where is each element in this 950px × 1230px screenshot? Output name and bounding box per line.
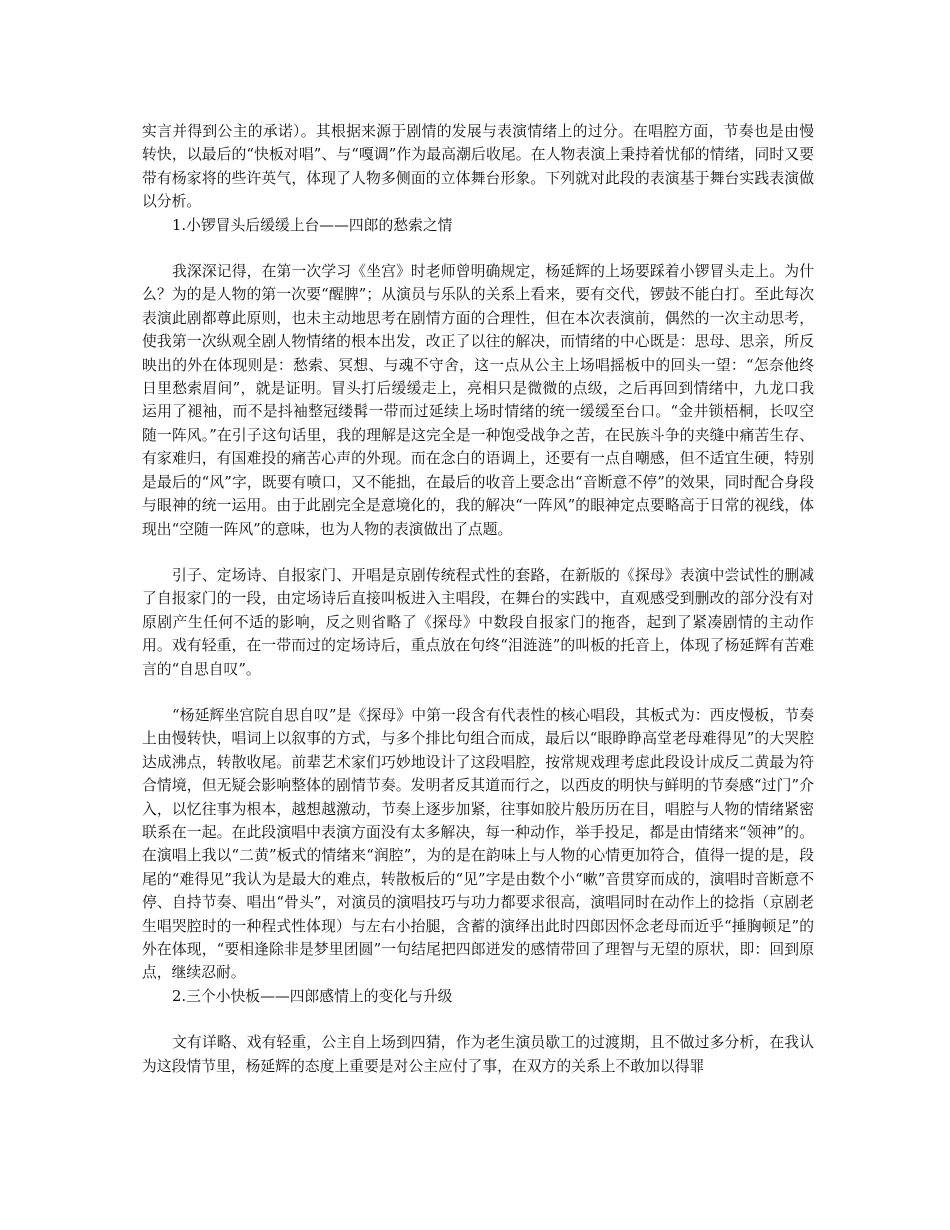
- section-heading-2: 2.三个小快板——四郎感情上的变化与升级: [172, 987, 453, 1005]
- paragraph-4: 文有详略、戏有轻重，公主自上场到四猜，作为老生演员歇工的过渡期，且不做过多分析，在我认为这段情节里，杨延辉的态度上重要是对公主应付了事，在双方的关系上不敢加以得罪: [142, 1034, 814, 1075]
- paragraph-3: “杨延辉坐宫院自思自叹”是《探母》中第一段含有代表性的核心唱段，其板式为：西皮慢板，节奏上由慢转快，唱词上以叙事的方式，与多个排比句组合而成，最后以“眼睁睁高堂老母难得见”的大哭腔达成沸点，转散收尾。前辈艺术家们巧妙地设计了这段唱腔，按常规戏理考虑此段设计成反二黄最为符合情境，但无疑会影响整体的剧情节奏。发明者反其道而行之，以西皮的明快与鲜明的节奏感“过门”介入，以忆往事为根本，越想越激动，节奏上逐步加紧，往事如胶片般历历在目，唱腔与人物的情绪紧密联系在一起。在此段演唱中表演方面没有太多解决，每一种动作，举手投足，都是由情绪来“领神”的。在演唱上我以“二黄”板式的情绪来“润腔”，为的是在韵味上与人物的心情更加符合，值得一提的是，段尾的“难得见”我认为是最大的难点，转散板后的“见”字是由数个小“嗽”音贯穿而成的，演唱时音断意不停、自持节奏、唱出“骨头”，对演员的演唱技巧与功力都要求很高，演唱同时在动作上的捻指（京剧老生唱哭腔时的一种程式性体现）与左右小抬腿，含蓄的演绎出此时四郎因怀念老母而近乎“捶胸顿足”的外在体现，“要相逢除非是梦里团圆”一句结尾把四郎迸发的感情带回了理智与无望的原状，即：回到原点，继续忍耐。: [142, 706, 814, 982]
- section-heading-1: 1.小锣冒头后缓缓上台——四郎的愁索之情: [172, 216, 453, 234]
- paragraph-intro: 实言并得到公主的承诺）。其根据来源于剧情的发展与表演情绪上的过分。在唱腔方面，节奏也是由慢转快，以最后的“快板对唱”、与“嘎调”作为最高潮后收尾。在人物表演上秉持着忧郁的情绪，同时又要带有杨家将的些许英气，体现了人物多侧面的立体舞台形象。下列就对此段的表演基于舞台实践表演做以分析。: [142, 123, 814, 211]
- paragraph-2: 引子、定场诗、自报家门、开唱是京剧传统程式性的套路，在新版的《探母》表演中尝试性的删减了自报家门的一段，由定场诗后直接叫板进入主唱段，在舞台的实践中，直观感受到删改的部分没有对原剧产生任何不适的影响，反之则省略了《探母》中数段自报家门的拖沓，起到了紧凑剧情的主动作用。戏有轻重，在一带而过的定场诗后，重点放在句终“泪涟涟”的叫板的托音上，体现了杨延辉有苦难言的“自思自叹”。: [142, 566, 814, 678]
- document-page: [142, 120, 814, 1078]
- paragraph-1: 我深深记得，在第一次学习《坐宫》时老师曾明确规定，杨延辉的上场要踩着小锣冒头走上。为什么？为的是人物的第一次要“醒脾”；从演员与乐队的关系上看来，要有交代，锣鼓不能白打。至此每次表演此剧都尊此原则，也未主动地思考在剧情方面的合理性，但在本次表演前，偶然的一次主动思考，使我第一次纵观全剧人物情绪的根本出发，改正了以往的解决，而情绪的中心既是：思母、思亲，所反映出的外在体现则是：愁索、冥想、与魂不守舍，这一点从公主上场唱摇板中的回头一望：“怎奈他终日里愁索眉间”，就是证明。冒头打后缓缓走上，亮相只是微微的点级，之后再回到情绪中，九龙口我运用了褪袖，而不是抖袖整冠缕髯一带而过延续上场时情绪的统一缓缓至台口。“金井锁梧桐，长叹空随一阵风。”在引子这句话里，我的理解是这完全是一种饱受战争之苦，在民族斗争的夹缝中痛苦生存、有家难归，有国难投的痛苦心声的外现。而在念白的语调上，还要有一点自嘲感，但不适宜生硬，特别是最后的“风”字，既要有喷口，又不能拙，在最后的收音上要念出“音断意不停”的效果，同时配合身段与眼神的统一运用。由于此剧完全是意境化的，我的解决“一阵风”的眼神定点要略高于日常的视线，体现出“空随一阵风”的意味，也为人物的表演做出了点题。: [142, 263, 814, 538]
